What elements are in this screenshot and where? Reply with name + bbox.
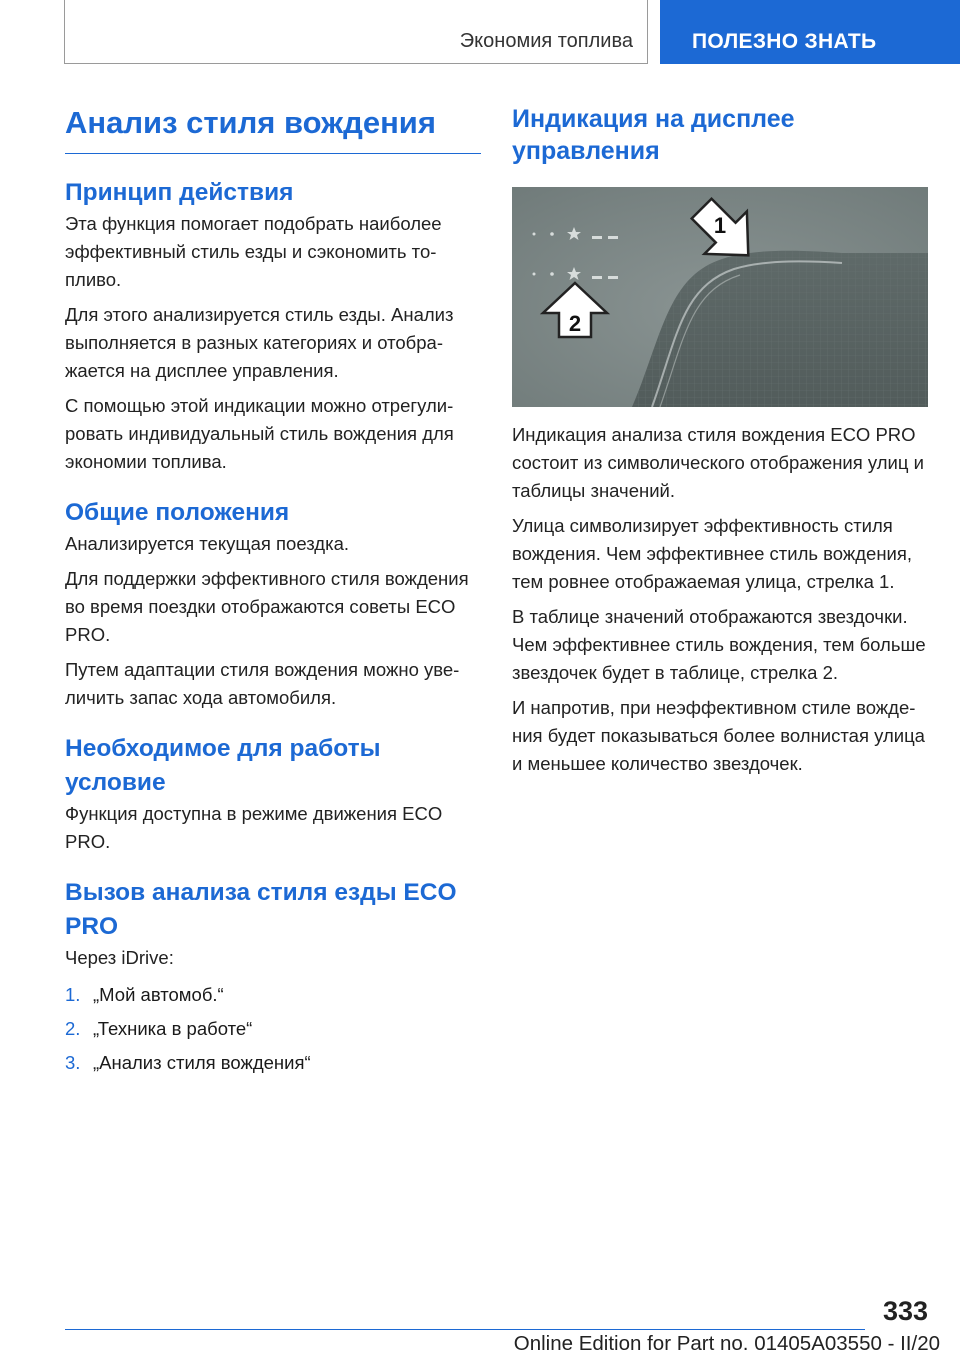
- call-heading: Вызов анализа стиля езды ECO PRO: [65, 879, 457, 940]
- arrow-1-label: 1: [713, 213, 727, 238]
- page-title: Анализ стиля вождения: [65, 105, 481, 154]
- principle-paragraph-3: С помощью этой индикации можно отрегулировать индивидуальный стиль вождения для экономии топлива.: [65, 395, 454, 472]
- arrow-2-label: 2: [568, 311, 582, 336]
- left-column: [65, 105, 481, 1083]
- display-paragraph-1: Индикация анализа стиля вождения ECO PRO состоит из символического отображения улиц и таблицы значений.: [512, 424, 924, 501]
- right-column: [512, 103, 928, 778]
- footer-edition: Online Edition for Part no. 01405A03550 - II/20: [513, 1332, 940, 1355]
- display-paragraph-3: В таблице значений отображаются звездочки. Чем эффективнее стиль вождения, тем больше звездочек будет в таблице, стрелка 2.: [512, 606, 926, 683]
- eco-pro-display-illustration: [512, 187, 928, 407]
- step-text: „Техника в работе“: [93, 1018, 253, 1039]
- list-item: [65, 1049, 481, 1077]
- principle-paragraph-2: Для этого анализируется стиль езды. Анализ выполняется в разных категориях и отображается на дисплее управления.: [65, 304, 454, 381]
- principle-paragraph-1: Эта функция помогает подобрать наиболее эффективный стиль езды и сэкономить топливо.: [65, 213, 442, 290]
- general-paragraph-3: Путем адаптации стиля вождения можно увеличить запас хода автомобиля.: [65, 659, 460, 708]
- header-section-title: Экономия топлива: [459, 30, 633, 52]
- header-chapter-title: ПОЛЕЗНО ЗНАТЬ: [692, 30, 877, 53]
- general-paragraph-1: Анализируется текущая поездка.: [65, 533, 350, 554]
- principle-heading: Принцип действия: [65, 179, 294, 206]
- page-number: 333: [882, 1296, 928, 1326]
- steps-list: [65, 981, 481, 1077]
- footer-divider: [65, 1329, 865, 1330]
- list-item: [65, 981, 481, 1009]
- step-number: 3.: [65, 1052, 81, 1073]
- requirement-paragraph: Функция доступна в режиме движения ECO PRO.: [65, 803, 443, 852]
- display-paragraph-4: И напротив, при неэффективном стиле вождения будет показываться более волнистая улица и меньшее количество звездочек.: [512, 697, 925, 774]
- general-paragraph-2: Для поддержки эффективного стиля вождения во время поездки отображаются советы ECO PRO.: [65, 568, 469, 645]
- header-chapter-tab: [660, 0, 960, 64]
- step-text: „Анализ стиля вождения“: [93, 1052, 311, 1073]
- list-item: [65, 1015, 481, 1043]
- step-number: 1.: [65, 984, 81, 1005]
- header-section-box: [64, 0, 648, 64]
- general-heading: Общие положения: [65, 499, 290, 526]
- display-heading: Индикация на дисплее управления: [512, 105, 795, 165]
- call-paragraph: Через iDrive:: [65, 947, 174, 968]
- display-paragraph-2: Улица символизирует эффективность стиля вождения. Чем эффективнее стиль вождения, тем ровнее отображаемая улица, стрелка 1.: [512, 515, 913, 592]
- step-number: 2.: [65, 1018, 81, 1039]
- requirement-heading: Необходимое для работы условие: [65, 735, 381, 796]
- step-text: „Мой автомоб.“: [93, 984, 224, 1005]
